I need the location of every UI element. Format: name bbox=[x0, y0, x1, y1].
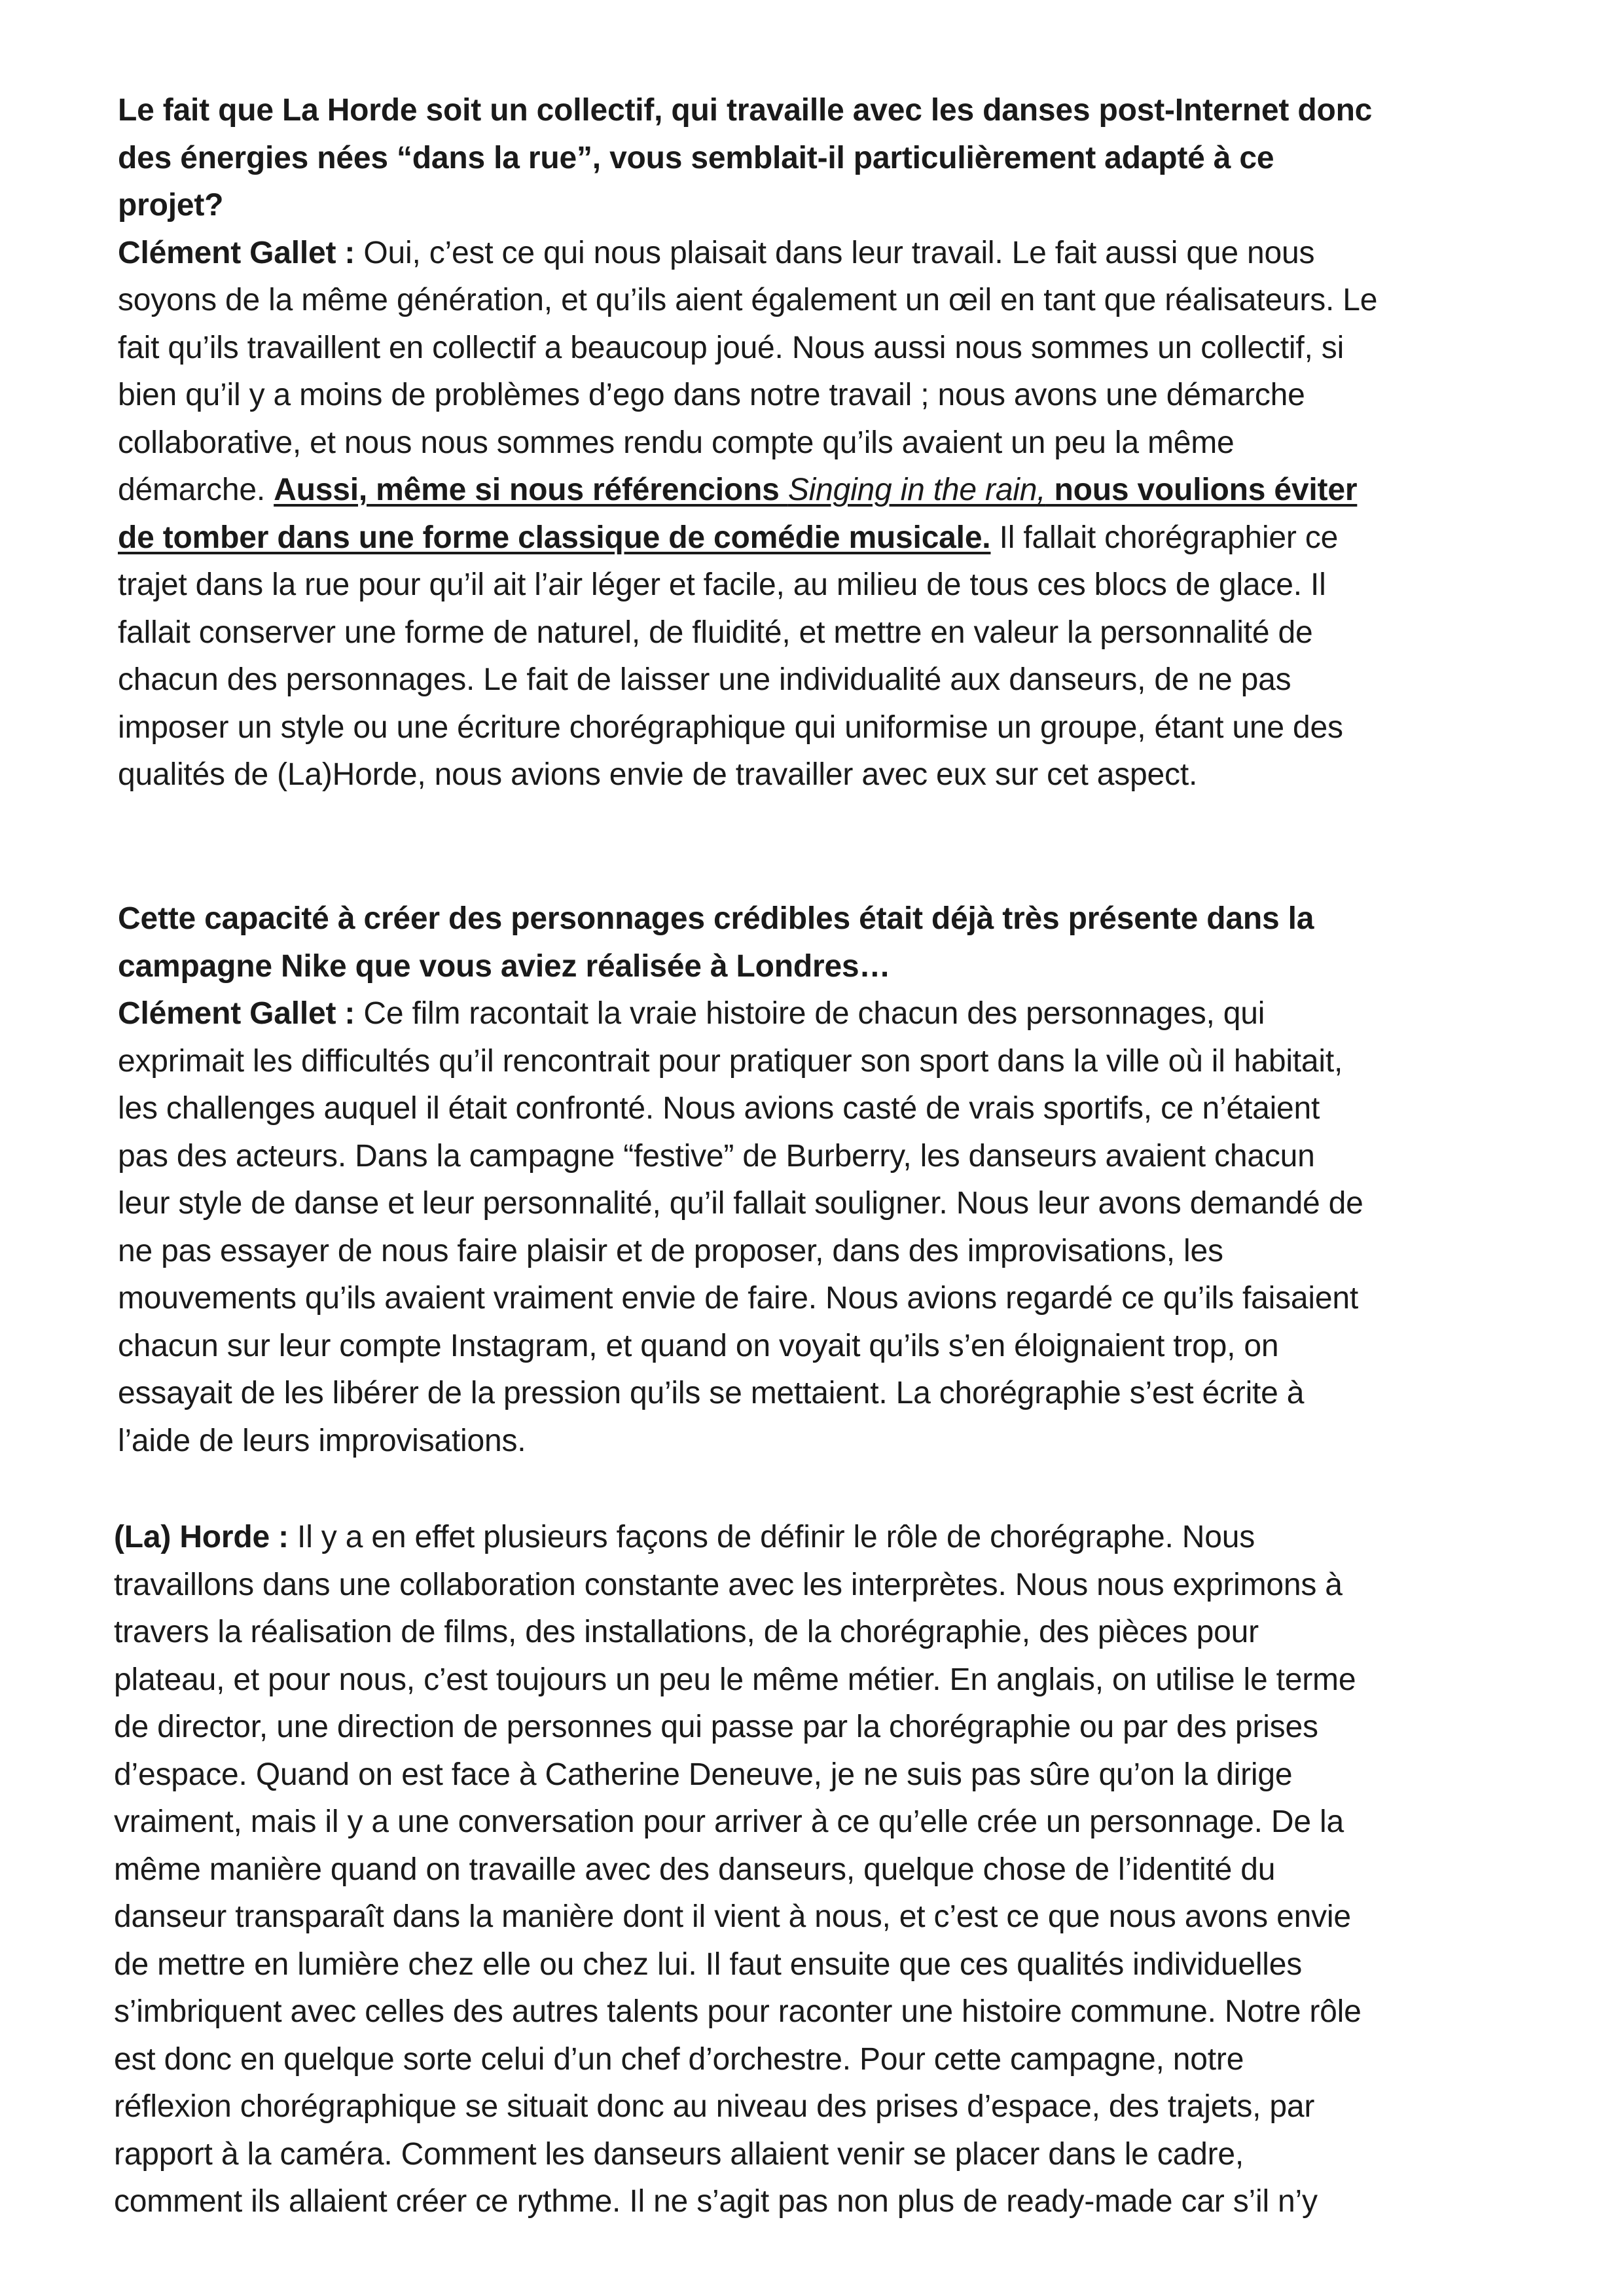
answer-line-emphasis bbox=[118, 514, 1377, 562]
answer-line: de director, une direction de personnes qui passe par la chorégraphie ou par des prises bbox=[114, 1710, 1318, 1744]
speaker-name: Clément Gallet : bbox=[118, 996, 355, 1031]
page-cutoff-line bbox=[114, 2276, 1456, 2296]
answer-line: est donc en quelque sorte celui d’un chef d’orchestre. Pour cette campagne, notre bbox=[114, 2041, 1244, 2077]
answer-text: Ce film racontait la vraie histoire de chacun des personnages, qui bbox=[355, 996, 1265, 1031]
film-title: Singing in the rain, bbox=[787, 473, 1046, 507]
answer-text: Oui, c’est ce qui nous plaisait dans leur travail. Le fait aussi que nous bbox=[355, 235, 1315, 270]
answer-line: ne pas essayer de nous faire plaisir et de proposer, dans des improvisations, les bbox=[118, 1233, 1223, 1268]
answer-line: fallait conserver une forme de naturel, de fluidité, et mettre en valeur la personnalité de bbox=[118, 615, 1313, 650]
answer-line: comment ils allaient créer ce rythme. Il ne s’agit pas non plus de ready-made car s’il n’y bbox=[114, 2184, 1318, 2219]
answer-line: collaborative, et nous nous sommes rendu compte qu’ils avaient un peu la même bbox=[118, 425, 1235, 460]
answer-text: Il fallait chorégraphier ce bbox=[990, 520, 1339, 555]
speaker-name: (La) Horde : bbox=[114, 1520, 289, 1554]
answer-line: leur style de danse et leur personnalité, qu’il fallait souligner. Nous leur avons demandé de bbox=[118, 1186, 1363, 1221]
emphasis-text: Aussi, même si nous référencions bbox=[274, 473, 788, 507]
answer-line: s’imbriquent avec celles des autres talents pour raconter une histoire commune. Notre rôle bbox=[114, 1994, 1362, 2029]
answer-line: fait qu’ils travaillent en collectif a beaucoup joué. Nous aussi nous sommes un collectif, si bbox=[118, 330, 1344, 365]
answer-line: exprimait les difficultés qu’il rencontrait pour pratiquer son sport dans la ville où il habitait, bbox=[118, 1043, 1343, 1079]
answer-line: plateau, et pour nous, c’est toujours un peu le même métier. En anglais, on utilise le terme bbox=[114, 1662, 1356, 1697]
question-line: des énergies nées “dans la rue”, vous semblait-il particulièrement adapté à ce bbox=[118, 140, 1274, 175]
question-line: Le fait que La Horde soit un collectif, qui travaille avec les danses post-Internet donc bbox=[118, 93, 1373, 128]
answer-line: réflexion chorégraphique se situait donc au niveau des prises d’espace, des trajets, par bbox=[114, 2089, 1315, 2124]
answer-line: essayait de les libérer de la pression qu’ils se mettaient. La chorégraphie s’est écrite à bbox=[118, 1376, 1305, 1410]
interview-section-3 bbox=[114, 1514, 1362, 2226]
answer-line: même manière quand on travaille avec des danseurs, quelque chose de l’identité du bbox=[114, 1852, 1276, 1887]
answer-line: travaillons dans une collaboration constante avec les interprètes. Nous nous exprimons à bbox=[114, 1567, 1343, 1602]
interview-section-1 bbox=[118, 87, 1377, 799]
interview-section-2 bbox=[118, 895, 1363, 1465]
answer-line: imposer un style ou une écriture chorégraphique qui uniformise un groupe, étant une des bbox=[118, 709, 1343, 745]
emphasis-text: nous voulions éviter bbox=[1045, 473, 1358, 507]
answer-line: de mettre en lumière chez elle ou chez lui. Il faut ensuite que ces qualités individuelles bbox=[114, 1946, 1303, 1982]
answer-line-emphasis bbox=[118, 467, 1377, 514]
answer-first-line bbox=[118, 990, 1363, 1038]
answer-line: soyons de la même génération, et qu’ils aient également un œil en tant que réalisateurs. Le bbox=[118, 283, 1378, 317]
answer-line: qualités de (La)Horde, nous avions envie de travailler avec eux sur cet aspect. bbox=[118, 757, 1198, 792]
answer-line: d’espace. Quand on est face à Catherine Deneuve, je ne suis pas sûre qu’on la dirige bbox=[114, 1757, 1293, 1792]
answer-line: travers la réalisation de films, des installations, de la chorégraphie, des pièces pour bbox=[114, 1615, 1259, 1649]
answer-line: chacun des personnages. Le fait de laisser une individualité aux danseurs, de ne pas bbox=[118, 662, 1291, 697]
answer-line: rapport à la caméra. Comment les danseurs allaient venir se placer dans le cadre, bbox=[114, 2136, 1244, 2172]
answer-line: pas des acteurs. Dans la campagne “festive” de Burberry, les danseurs avaient chacun bbox=[118, 1138, 1315, 1174]
answer-line: trajet dans la rue pour qu’il ait l’air léger et facile, au milieu de tous ces blocs de glace. Il bbox=[118, 567, 1326, 602]
answer-text: démarche. bbox=[118, 473, 274, 507]
answer-line: les challenges auquel il était confronté. Nous avions casté de vrais sportifs, ce n’étaient bbox=[118, 1091, 1320, 1126]
answer-first-line bbox=[114, 1514, 1362, 1562]
question-line: campagne Nike que vous aviez réalisée à Londres… bbox=[118, 948, 891, 984]
answer-text: Il y a en effet plusieurs façons de définir le rôle de chorégraphe. Nous bbox=[288, 1520, 1255, 1554]
question-line: projet? bbox=[118, 188, 224, 223]
answer-line: mouvements qu’ils avaient vraiment envie de faire. Nous avions regardé ce qu’ils faisaient bbox=[118, 1281, 1358, 1316]
emphasis-text: de tomber dans une forme classique de comédie musicale. bbox=[118, 520, 991, 555]
question-line: Cette capacité à créer des personnages crédibles était déjà très présente dans la bbox=[118, 901, 1314, 936]
speaker-name: Clément Gallet : bbox=[118, 235, 355, 270]
answer-line: chacun sur leur compte Instagram, et quand on voyait qu’ils s’en éloignaient trop, on bbox=[118, 1328, 1279, 1363]
answer-first-line bbox=[118, 230, 1377, 278]
answer-line: vraiment, mais il y a une conversation pour arriver à ce qu’elle crée un personnage. De la bbox=[114, 1804, 1344, 1839]
answer-line: l’aide de leurs improvisations. bbox=[118, 1423, 526, 1458]
cutoff-text-fragment bbox=[114, 2276, 1456, 2296]
answer-line: bien qu’il y a moins de problèmes d’ego dans notre travail ; nous avons une démarche bbox=[118, 378, 1305, 412]
answer-line: danseur transparaît dans la manière dont il vient à nous, et c’est ce que nous avons envie bbox=[114, 1899, 1351, 1934]
